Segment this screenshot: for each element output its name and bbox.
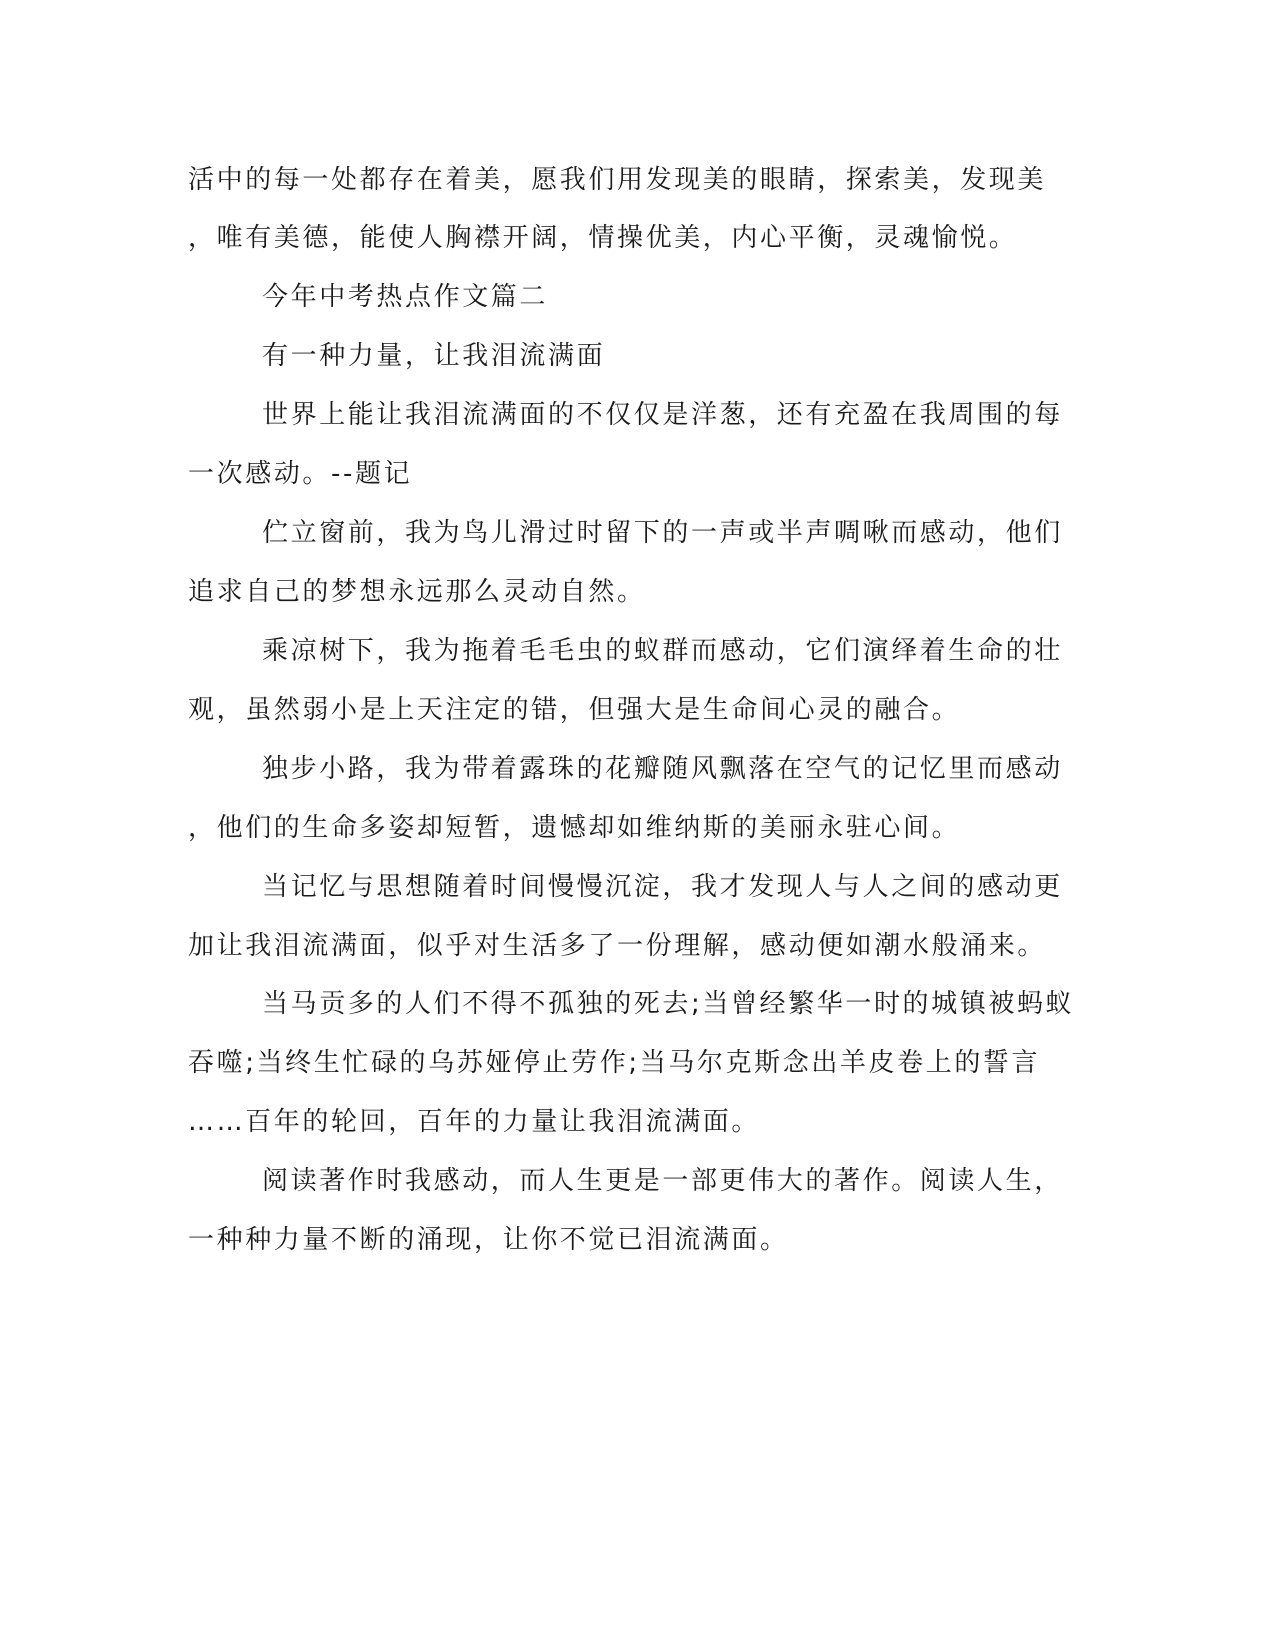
paragraph-5-line-2: 追求自己的梦想永远那么灵动自然。: [188, 577, 646, 607]
paragraph-7-line-2: ，他们的生命多姿却短暂，遗憾却如维纳斯的美丽永驻心间。: [188, 813, 961, 843]
paragraph-7-line-1: 独步小路，我为带着露珠的花瓣随风飘落在空气的记忆里而感动: [262, 754, 1063, 784]
paragraph-8-line-1: 当记忆与思想随着时间慢慢沉淀，我才发现人与人之间的感动更: [262, 872, 1063, 902]
paragraph-10-line-1: 阅读著作时我感动，而人生更是一部更伟大的著作。阅读人生，: [262, 1166, 1063, 1196]
paragraph-5-line-1: 伫立窗前，我为鸟儿滑过时留下的一声或半声啁啾而感动，他们: [262, 518, 1063, 548]
paragraph-4-line-1: 世界上能让我泪流满面的不仅仅是洋葱，还有充盈在我周围的每: [262, 400, 1063, 430]
paragraph-1-line-1: 活中的每一处都存在着美，愿我们用发现美的眼睛，探索美，发现美: [188, 165, 1047, 195]
essay-title: 有一种力量，让我泪流满面: [262, 341, 606, 371]
paragraph-6-line-1: 乘凉树下，我为拖着毛毛虫的蚁群而感动，它们演绎着生命的壮: [262, 636, 1063, 666]
paragraph-9-line-2: 吞噬;当终生忙碌的乌苏娅停止劳作;当马尔克斯念出羊皮卷上的誓言: [188, 1048, 1041, 1078]
paragraph-6-line-2: 观，虽然弱小是上天注定的错，但强大是生命间心灵的融合。: [188, 695, 961, 725]
paragraph-4-line-2: 一次感动。--题记: [188, 459, 413, 489]
paragraph-9-line-1: 当马贡多的人们不得不孤独的死去;当曾经繁华一时的城镇被蚂蚁: [262, 989, 1075, 1019]
paragraph-8-line-2: 加让我泪流满面，似乎对生活多了一份理解，感动便如潮水般涌来。: [188, 931, 1047, 961]
section-heading: 今年中考热点作文篇二: [262, 282, 549, 312]
paragraph-1-line-2: ，唯有美德，能使人胸襟开阔，情操优美，内心平衡，灵魂愉悦。: [188, 223, 1018, 253]
paragraph-9-line-3: ……百年的轮回，百年的力量让我泪流满面。: [188, 1107, 761, 1137]
paragraph-10-line-2: 一种种力量不断的涌现，让你不觉已泪流满面。: [188, 1225, 789, 1255]
